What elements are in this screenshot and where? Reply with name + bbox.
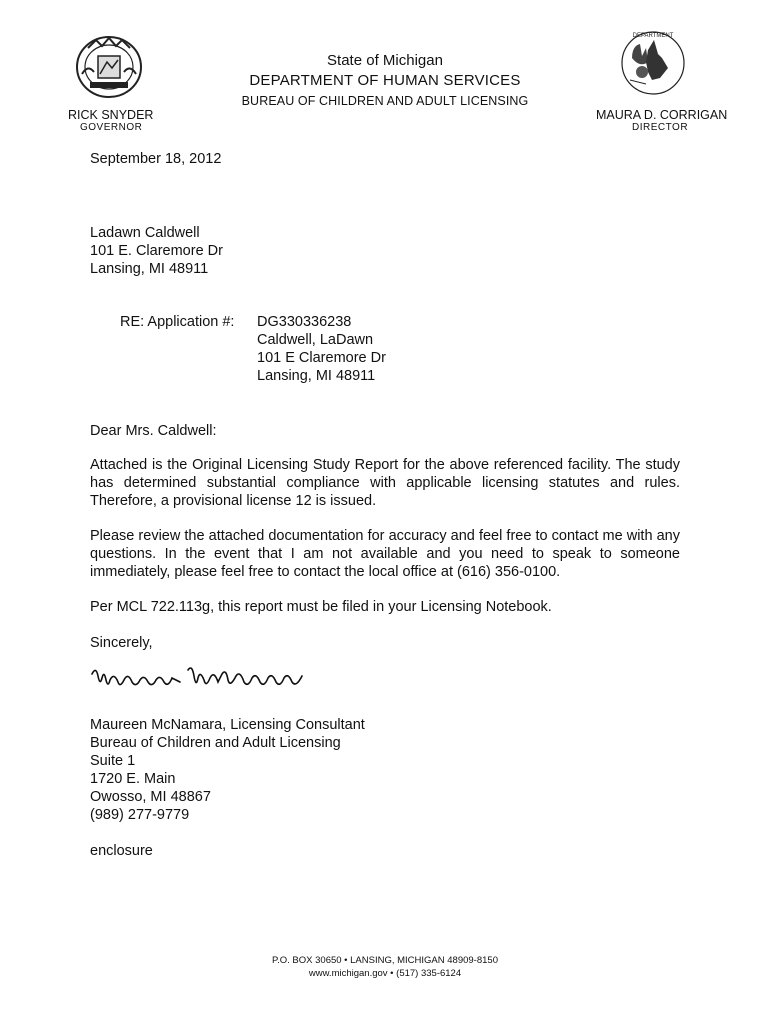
signature-line: Maureen McNamara, Licensing Consultant [90, 717, 365, 733]
governor-name: RICK SNYDER [68, 108, 154, 122]
director-title: DIRECTOR [632, 122, 689, 133]
re-line: Lansing, MI 48911 [257, 368, 376, 384]
signature-line: (989) 277-9779 [90, 807, 190, 823]
recipient-line: Ladawn Caldwell [90, 225, 200, 241]
letterhead-bureau: BUREAU OF CHILDREN AND ADULT LICENSING [241, 94, 529, 108]
paragraph: Please review the attached documentation for accuracy and feel free to contact me with any questions. In the event that I am not available and you need to speak to someone immediately, please feel free to contact the local office at (616) 356-0100. [90, 528, 680, 580]
signature-line: Suite 1 [90, 753, 136, 769]
paragraph: Per MCL 722.113g, this report must be filed in your Licensing Notebook. [90, 599, 552, 615]
signature-line: Owosso, MI 48867 [90, 789, 211, 805]
recipient-line: Lansing, MI 48911 [90, 261, 209, 277]
re-line: Caldwell, LaDawn [257, 332, 374, 348]
signature-block [90, 716, 365, 824]
re-label: RE: Application #: [120, 314, 235, 330]
director-name: MAURA D. CORRIGAN [596, 108, 728, 122]
signature-line: 1720 E. Main [90, 771, 176, 787]
handwritten-signature [88, 664, 318, 698]
recipient-address [90, 224, 223, 278]
letter-date: September 18, 2012 [90, 151, 222, 167]
re-line: DG330336238 [257, 314, 352, 330]
letterhead-state: State of Michigan [327, 52, 443, 69]
letterhead-department: DEPARTMENT OF HUMAN SERVICES [249, 72, 521, 89]
governor-title: GOVERNOR [80, 122, 143, 133]
re-line: 101 E Claremore Dr [257, 350, 386, 366]
enclosure-note: enclosure [90, 843, 153, 859]
recipient-line: 101 E. Claremore Dr [90, 243, 223, 259]
closing: Sincerely, [90, 635, 153, 651]
signature-line: Bureau of Children and Adult Licensing [90, 735, 341, 751]
svg-text:DEPARTMENT: DEPARTMENT [632, 33, 674, 39]
footer-contact: www.michigan.gov • (517) 335-6124 [308, 968, 462, 979]
footer-address: P.O. BOX 30650 • LANSING, MICHIGAN 48909-8150 [272, 955, 498, 966]
re-details [257, 313, 386, 385]
salutation: Dear Mrs. Caldwell: [90, 423, 217, 439]
paragraph: Attached is the Original Licensing Study Report for the above referenced facility. The study has determined substantial compliance with applicable licensing statutes and rules. Therefore, a provisional license 12 is issued. [90, 457, 680, 509]
